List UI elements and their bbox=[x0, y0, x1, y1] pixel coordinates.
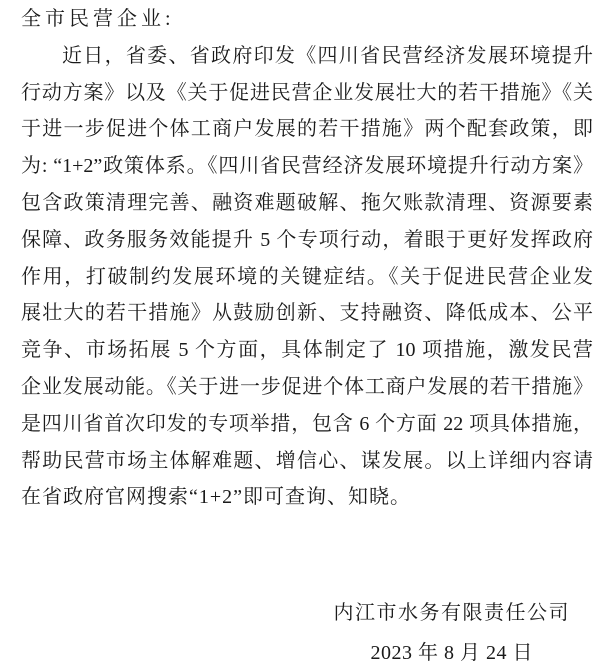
body-line: 帮助民营市场主体解难题、增信心、谋发展。以上详细内容请 bbox=[21, 449, 593, 472]
signature-block bbox=[334, 593, 571, 669]
body-line: 保障、政务服务效能提升 5 个专项行动，着眼于更好发挥政府 bbox=[21, 228, 593, 251]
signature-date: 2023 年 8 月 24 日 bbox=[370, 642, 533, 665]
body-line: 竞争、市场拓展 5 个方面，具体制定了 10 项措施，激发民营 bbox=[21, 339, 593, 362]
body-line: 是四川省首次印发的专项举措，包含 6 个方面 22 项具体措施， bbox=[21, 412, 593, 435]
body-line: 为: “1+2”政策体系。《四川省民营经济发展环境提升行动方案》 bbox=[21, 155, 593, 178]
body-line: 企业发展动能。《关于进一步促进个体工商户发展的若干措施》 bbox=[21, 375, 593, 398]
body-line: 展壮大的若干措施》从鼓励创新、支持融资、降低成本、公平 bbox=[21, 302, 593, 325]
body-line: 近日，省委、省政府印发《四川省民营经济发展环境提升 bbox=[62, 44, 593, 67]
body-line: 行动方案》以及《关于促进民营企业发展壮大的若干措施》《关 bbox=[21, 81, 593, 104]
salutation: 全市民营企业: bbox=[21, 8, 175, 30]
signature-company: 内江市水务有限责任公司 bbox=[333, 602, 570, 625]
body-line: 在省政府官网搜索“1+2”即可查询、知晓。 bbox=[21, 486, 412, 509]
body-line: 作用，打破制约发展环境的关键症结。《关于促进民营企业发 bbox=[21, 265, 593, 288]
body-paragraph bbox=[21, 38, 593, 516]
body-line: 包含政策清理完善、融资难题破解、拖欠账款清理、资源要素 bbox=[21, 191, 593, 214]
body-line: 于进一步促进个体工商户发展的若干措施》两个配套政策，即 bbox=[21, 118, 593, 141]
